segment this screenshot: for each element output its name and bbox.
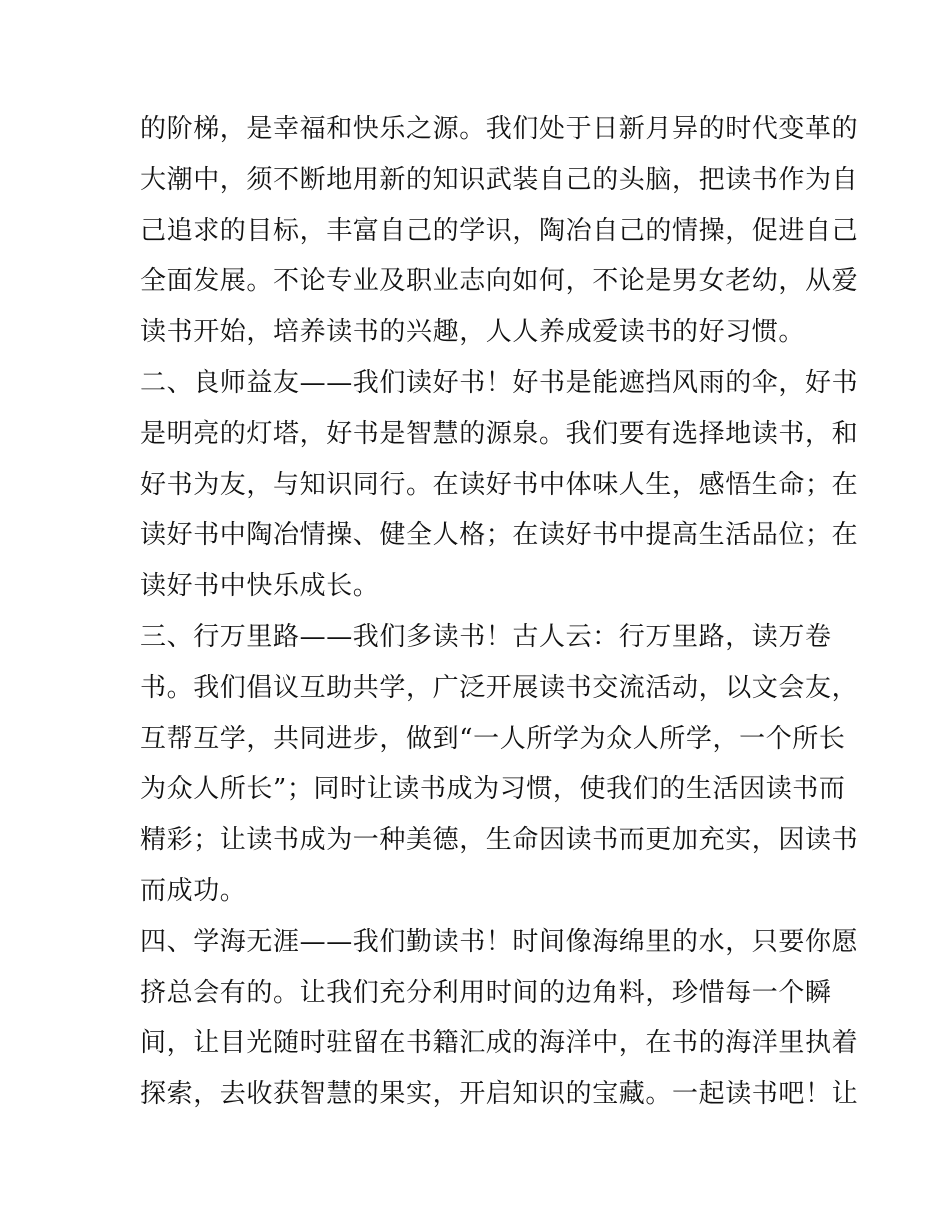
text-line: 互帮互学，共同进步，做到“一人所学为众人所学，一个所长: [140, 723, 846, 754]
text-line: 读好书中快乐成长。: [140, 571, 380, 602]
text-line: 读书开始，培养读书的兴趣，人人养成爱读书的好习惯。: [140, 317, 806, 348]
text-line: 为众人所长”；同时让读书成为习惯，使我们的生活因读书而: [140, 774, 846, 805]
body-text: [140, 104, 859, 1120]
text-line: 三、行万里路——我们多读书！古人云：行万里路，读万卷: [140, 621, 832, 652]
text-line: 挤总会有的。让我们充分利用时间的边角料，珍惜每一个瞬: [140, 977, 832, 1008]
text-line: 探索，去收获智慧的果实，开启知识的宝藏。一起读书吧！让: [140, 1079, 859, 1110]
text-line: 己追求的目标，丰富自己的学识，陶冶自己的情操，促进自己: [140, 215, 859, 246]
text-line: 是明亮的灯塔，好书是智慧的源泉。我们要有选择地读书，和: [140, 418, 859, 449]
text-line: 书。我们倡议互助共学，广泛开展读书交流活动，以文会友，: [140, 672, 859, 703]
text-line: 的阶梯，是幸福和快乐之源。我们处于日新月异的时代变革的: [140, 114, 859, 144]
text-line: 精彩；让读书成为一种美德，生命因读书而更加充实，因读书: [140, 825, 859, 856]
text-line: 读好书中陶冶情操、健全人格；在读好书中提高生活品位；在: [140, 520, 859, 551]
text-line: 全面发展。不论专业及职业志向如何，不论是男女老幼，从爱: [140, 266, 859, 297]
text-line: 二、良师益友——我们读好书！好书是能遮挡风雨的伞，好书: [140, 367, 859, 398]
text-line: 四、学海无涯——我们勤读书！时间像海绵里的水，只要你愿: [140, 926, 859, 957]
text-line: 间，让目光随时驻留在书籍汇成的海洋中，在书的海洋里执着: [140, 1028, 859, 1059]
text-line: 好书为友，与知识同行。在读好书中体味人生，感悟生命；在: [140, 469, 859, 500]
text-line: 而成功。: [140, 875, 247, 906]
text-line: 大潮中，须不断地用新的知识武装自己的头脑，把读书作为自: [140, 164, 859, 195]
